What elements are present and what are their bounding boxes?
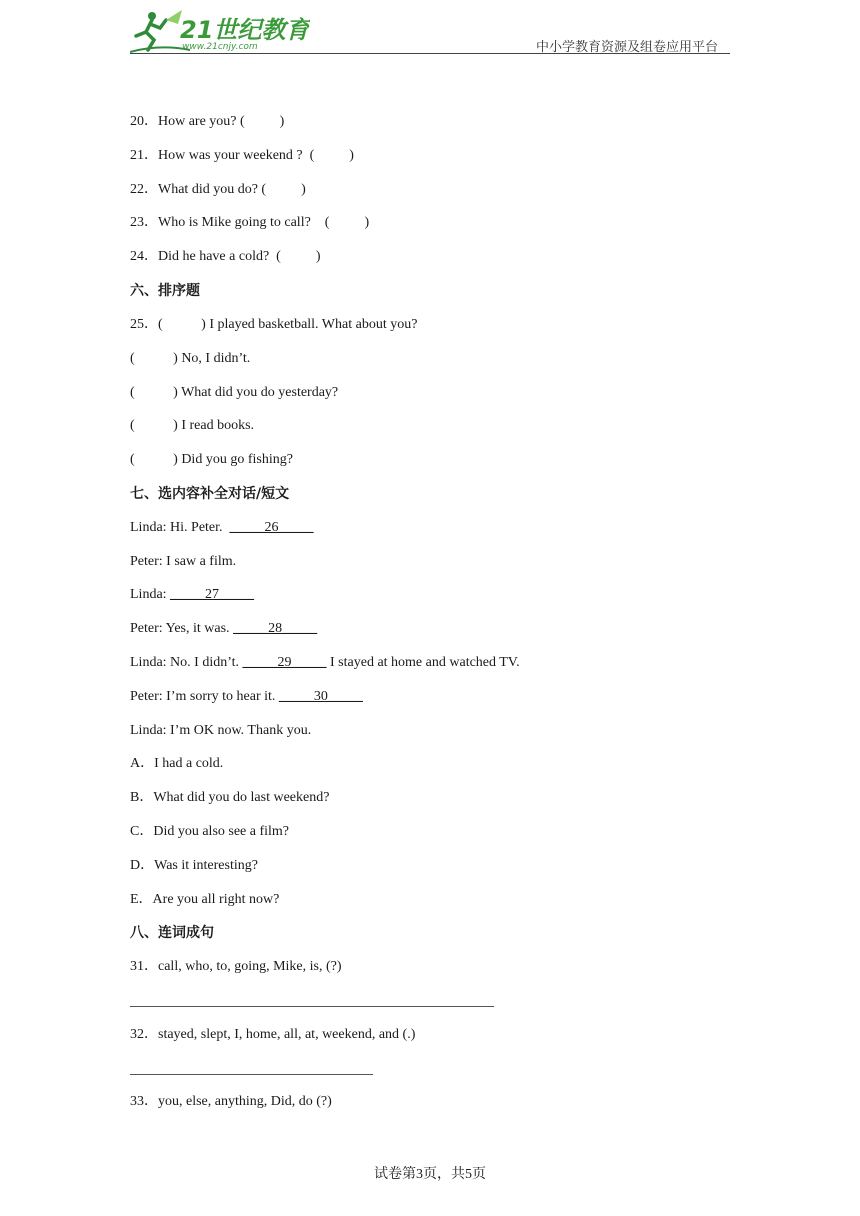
question-32: 32．stayed, slept, I, home, all, at, weekend, and (.): [130, 1027, 416, 1042]
option-c: C．Did you also see a film?: [130, 824, 290, 839]
question-33: 33．you, else, anything, Did, do (?): [130, 1094, 332, 1109]
section-6-heading: 六、排序题: [130, 283, 200, 299]
section-7-heading: 七、选内容补全对话/短文: [130, 486, 290, 502]
question-20: 20．How are you? ( ): [130, 114, 285, 129]
page-footer: 试卷第3页，共5页: [374, 1167, 486, 1182]
logo-21cnjy: [130, 6, 310, 54]
blank-28: _____28_____: [233, 621, 318, 636]
dialogue-line: Peter: I saw a film.: [130, 554, 237, 569]
page-header: [130, 0, 730, 56]
logo-url: www.21cnjy.com: [182, 42, 258, 52]
question-25: 25．( ) I played basketball. What about you?: [130, 317, 418, 332]
section-8-heading: 八、连词成句: [130, 925, 214, 941]
dialogue-line: Linda: Hi. Peter. _____26_____: [130, 520, 314, 535]
dialogue-line: Peter: Yes, it was. _____28_____: [130, 621, 318, 636]
header-platform-text: 中小学教育资源及组卷应用平台: [535, 39, 718, 54]
order-item: ( ) I read books.: [130, 418, 255, 433]
option-b: B．What did you do last weekend?: [130, 790, 330, 805]
blank-26: _____26_____: [229, 520, 314, 535]
answer-line-32: [130, 1074, 373, 1075]
question-23: 23．Who is Mike going to call? ( ): [130, 215, 370, 230]
order-item: ( ) Did you go fishing?: [130, 452, 293, 467]
option-d: D．Was it interesting?: [130, 858, 258, 873]
blank-29: _____29_____: [242, 655, 327, 670]
dialogue-line: Linda: No. I didn’t. _____29_____ I stayed at home and watched TV.: [130, 655, 520, 670]
question-22: 22．What did you do? ( ): [130, 182, 306, 197]
dialogue-line: Linda: _____27_____: [130, 587, 255, 602]
question-31: 31．call, who, to, going, Mike, is, (?): [130, 959, 342, 974]
blank-27: _____27_____: [170, 587, 255, 602]
question-21: 21．How was your weekend ? ( ): [130, 148, 354, 163]
dialogue-line: Peter: I’m sorry to hear it. _____30_____: [130, 689, 363, 704]
dialogue-line: Linda: I’m OK now. Thank you.: [130, 723, 312, 738]
order-item: ( ) No, I didn’t.: [130, 351, 251, 366]
question-24: 24．Did he have a cold? ( ): [130, 249, 321, 264]
logo-text: 21世纪教育: [180, 16, 310, 44]
option-a: A．I had a cold.: [130, 756, 224, 771]
header-rule: [130, 53, 730, 54]
option-e: E．Are you all right now?: [130, 892, 280, 907]
answer-line-31: [130, 1006, 494, 1007]
blank-30: _____30_____: [278, 689, 363, 704]
order-item: ( ) What did you do yesterday?: [130, 385, 339, 400]
